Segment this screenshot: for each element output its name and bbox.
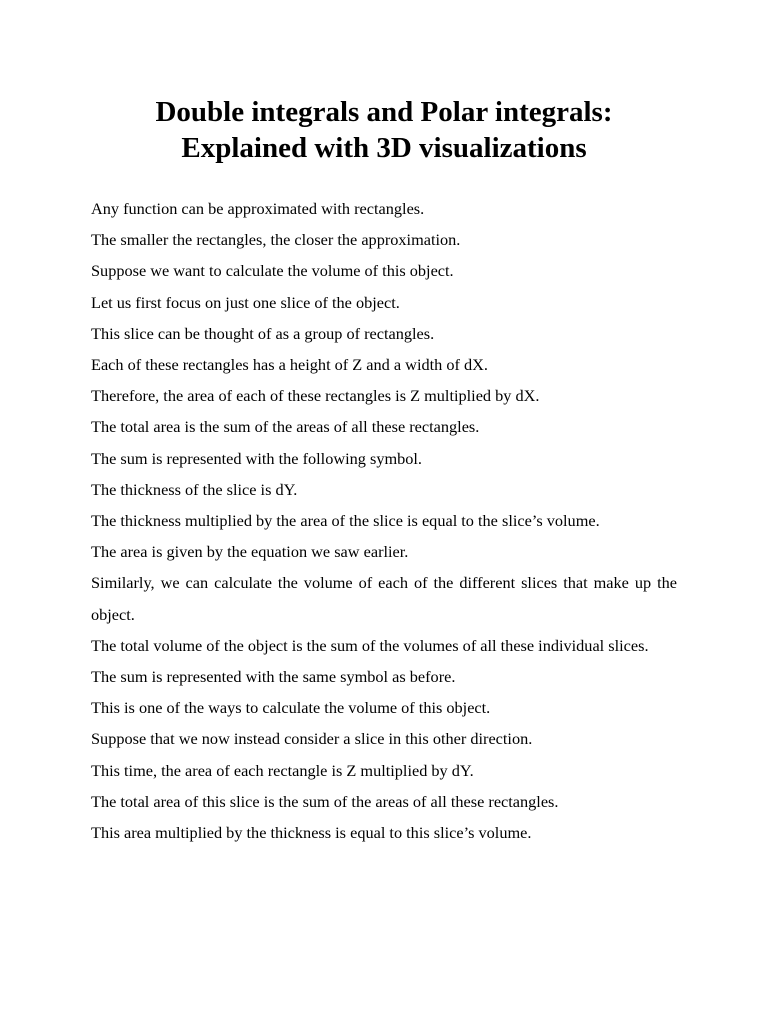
page-title <box>0 94 768 166</box>
paragraph: The sum is represented with the following symbol. <box>91 448 422 468</box>
paragraph: The total area is the sum of the areas of all these rectangles. <box>91 417 480 437</box>
paragraph: This time, the area of each rectangle is Z multiplied by dY. <box>91 760 474 780</box>
paragraph: The smaller the rectangles, the closer the approximation. <box>91 230 461 250</box>
paragraph: The area is given by the equation we saw earlier. <box>91 542 409 562</box>
paragraph: Similarly, we can calculate the volume of each of the different slices that make up the object. <box>91 573 677 624</box>
paragraph: This is one of the ways to calculate the volume of this object. <box>91 698 491 718</box>
paragraph: The total area of this slice is the sum of the areas of all these rectangles. <box>91 791 559 811</box>
document-body <box>91 193 677 848</box>
paragraph: Therefore, the area of each of these rectangles is Z multiplied by dX. <box>91 386 540 406</box>
paragraph: This slice can be thought of as a group of rectangles. <box>91 323 435 343</box>
paragraph: Let us first focus on just one slice of the object. <box>91 292 400 312</box>
paragraph: The total volume of the object is the sum of the volumes of all these individual slices. <box>91 635 649 655</box>
paragraph: Any function can be approximated with rectangles. <box>91 199 425 218</box>
paragraph: Suppose that we now instead consider a slice in this other direction. <box>91 729 533 749</box>
paragraph: Suppose we want to calculate the volume of this object. <box>91 261 454 281</box>
paragraph: Each of these rectangles has a height of Z and a width of dX. <box>91 355 488 375</box>
paragraph: The thickness multiplied by the area of the slice is equal to the slice’s volume. <box>91 511 600 531</box>
paragraph: The thickness of the slice is dY. <box>91 479 298 499</box>
paragraph: The sum is represented with the same symbol as before. <box>91 667 456 687</box>
title-line-1: Double integrals and Polar integrals: <box>155 96 613 128</box>
title-line-2: Explained with 3D visualizations <box>181 132 587 164</box>
paragraph: This area multiplied by the thickness is equal to this slice’s volume. <box>91 823 532 843</box>
